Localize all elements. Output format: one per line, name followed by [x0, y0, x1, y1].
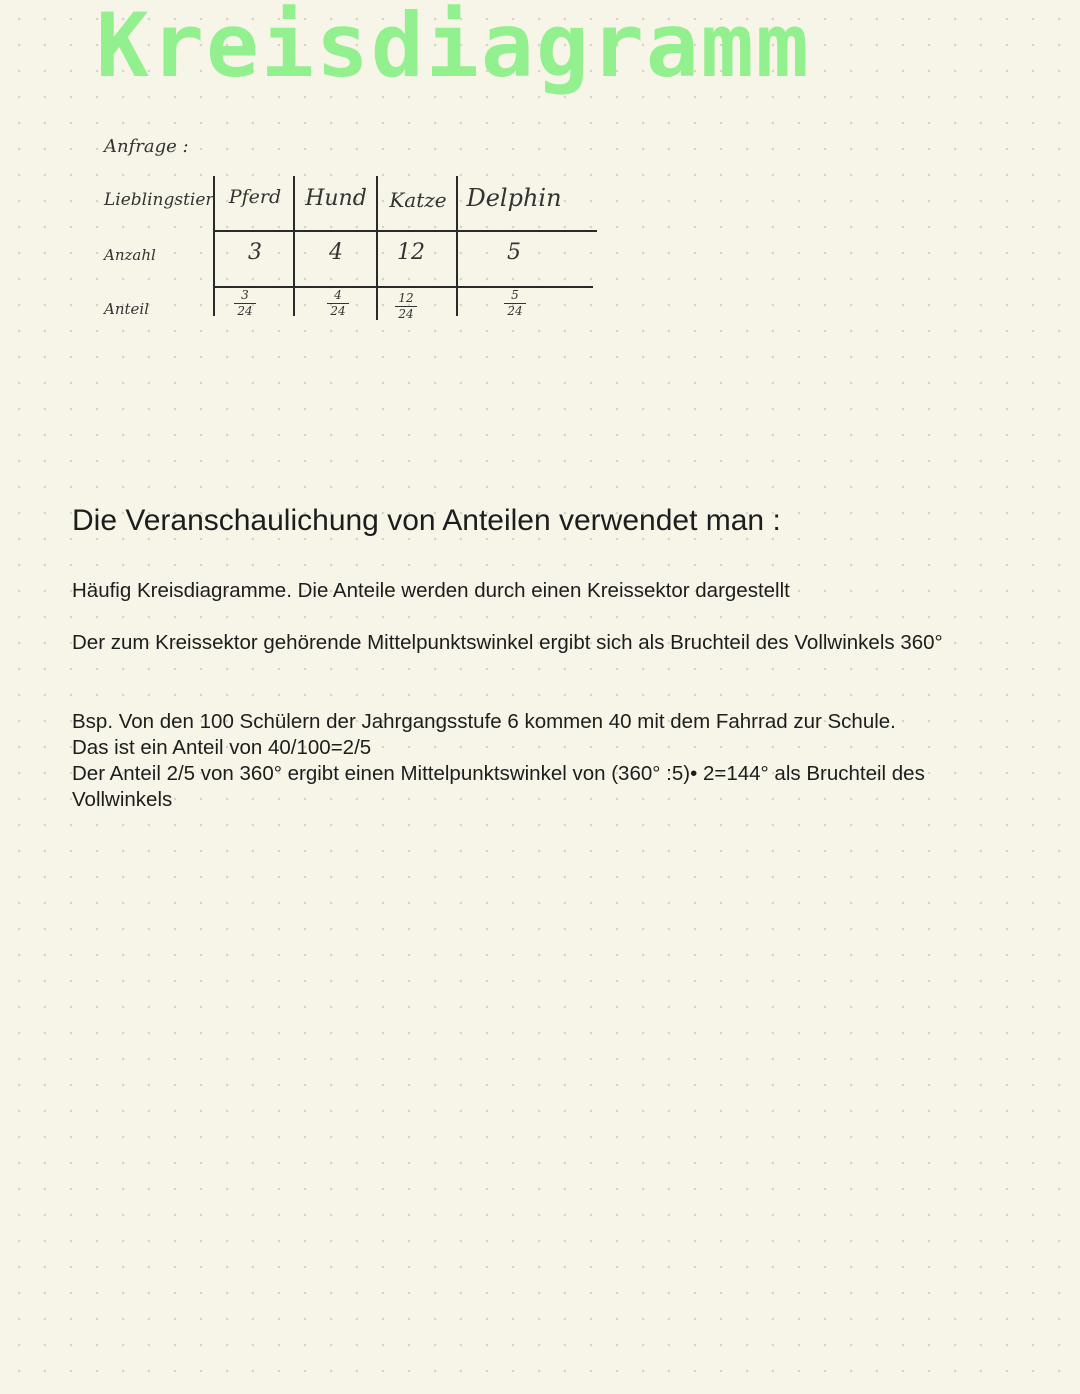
- example-line: Bsp. Von den 100 Schülern der Jahrgangsstufe 6 kommen 40 mit dem Fahrrad zur Schule.: [72, 710, 896, 733]
- animal-delphin: Delphin: [466, 184, 562, 212]
- share-numerator: 12: [398, 291, 414, 305]
- animal-pferd: Pferd: [228, 186, 282, 208]
- table-divider: [213, 286, 593, 288]
- example-line: Der Anteil 2/5 von 360° ergibt einen Mittelpunktswinkel von (360° :5)• 2=144° als Bruchteil des Vollwinkels: [72, 762, 925, 811]
- paragraph-example: [72, 709, 1022, 813]
- share-hund: [327, 289, 349, 317]
- count-delphin: 5: [507, 240, 521, 265]
- count-pferd: 3: [248, 240, 262, 265]
- share-denominator: 24: [507, 303, 523, 318]
- page-title: Kreisdiagramm: [96, 0, 811, 97]
- survey-table: [100, 172, 600, 322]
- share-denominator: 24: [237, 303, 253, 318]
- example-line: Das ist ein Anteil von 40/100=2/5: [72, 736, 372, 759]
- share-numerator: 4: [334, 288, 342, 302]
- share-katze: [395, 292, 417, 320]
- paragraph-angle: Der zum Kreissektor gehörende Mittelpunktswinkel ergibt sich als Bruchteil des Vollwinkels 360°: [72, 631, 943, 654]
- table-divider: [213, 230, 597, 232]
- count-katze: 12: [397, 240, 425, 265]
- share-numerator: 3: [241, 288, 249, 302]
- survey-label: Anfrage :: [104, 136, 189, 157]
- share-denominator: 24: [398, 306, 414, 321]
- count-hund: 4: [329, 240, 343, 265]
- share-pferd: [234, 289, 256, 317]
- share-denominator: 24: [330, 303, 346, 318]
- row-header-count: Anzahl: [104, 246, 156, 264]
- section-heading: Die Veranschaulichung von Anteilen verwendet man :: [72, 504, 781, 537]
- table-divider: [376, 176, 378, 320]
- animal-hund: Hund: [305, 186, 367, 211]
- share-numerator: 5: [511, 288, 519, 302]
- row-header-share: Anteil: [104, 300, 149, 318]
- share-delphin: [504, 289, 526, 317]
- animal-katze: Katze: [389, 188, 447, 212]
- row-header-animal: Lieblingstier: [104, 190, 214, 210]
- paragraph-definition: Häufig Kreisdiagramme. Die Anteile werden durch einen Kreissektor dargestellt: [72, 579, 790, 602]
